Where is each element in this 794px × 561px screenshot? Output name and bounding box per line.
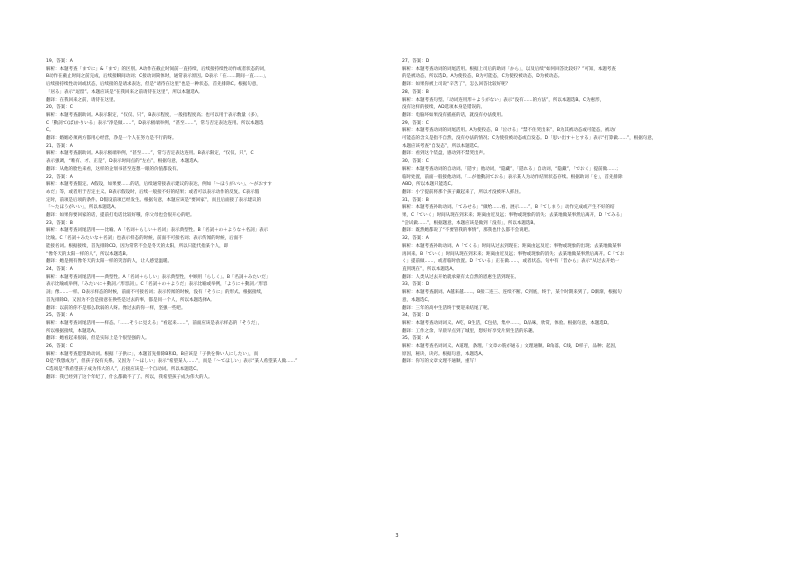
text-line: 翻译：婚姻必须两方都用心经营，净是一个人在努力是不行的呀。: [46, 136, 177, 142]
text-line: 意，本题选C。: [402, 297, 433, 303]
text-line: 没有这样的接续，AD选项本身是错误的。: [402, 105, 486, 111]
text-line: 解析：本题考查动词的词尾活用。根据上司后的助词「から」，以及后续“如何回答比较好？”可知，本题考查: [402, 66, 616, 72]
text-line: 34、答案：D: [402, 313, 430, 319]
text-line: 本题应该考查“自发态”，所以本题选C。: [402, 143, 482, 149]
text-line: 首先排除D。又因为不会是接意在换些是过去的事，都是同一个人，所以本题选择A。: [46, 297, 215, 303]
text-line: 表示强调，“唯有、才、正是”，D表示时间点的“左右”，根据句意，本题选A。: [46, 159, 202, 165]
text-line: 表示比喻或举例，「みたいに＋動詞／形容詞」。C「名詞＋の＋ようだ」表示比喻或举例，「ように＋動詞／形容: [46, 282, 268, 288]
text-line: 果，C「ていく」时间从现在到未来；距离由近及远；事物或现象的消失；去某地做某事然后离开，D「てみる」: [402, 213, 625, 219]
text-line: 的是被动态，所以选D。A为使役态，B为可能态，C为使役被动态，D为被动态。: [402, 74, 563, 80]
text-line: 翻译：你写的文章文理不通顺，重写！: [402, 359, 479, 365]
text-line: 解析：本题考查补助动词。「てみせる」“做给……看、展示……”，B「てしまう」动作完成或产生不好的结: [402, 205, 615, 211]
text-line: “尝试做……”，根据题意，本题应该是做到「没有」，所以本题选B。: [402, 220, 538, 226]
text-line: 解析：本题考查愿望助动词。根据「子供に」，本题首先排除B和D。B应该是「子供を偉い人にしたい」，而: [46, 351, 259, 357]
text-line: 翻译：以前的你不是那么软弱的人呀。像过去的你一样，坚强一些吧。: [46, 305, 186, 311]
text-line: 28、答案：B: [402, 89, 429, 95]
text-line: 翻译：电脑坏如果没有插座的话，就没有办法使用。: [402, 112, 506, 118]
text-line: 能接名词。根据接续，首先排除CD。因为常常不会是冬天的太阳，所以只能代指某个人，即: [46, 243, 229, 249]
text-line: 解析：本题考查副助词。A表示极端举例，“甚至……”，常与否定表达连用。B表示限定，“仅仅、只”，C: [46, 151, 254, 157]
text-line: 比喻。C「名詞＋みたいな＋名詞」也表示样态的时候，前面不可接名词；表示传闻的时候，后面不: [46, 236, 243, 242]
text-line: 解析：本题考查词尾活用——典型性。A「名词＋らしい」表示典型性，中顾用「らしく」。B「名詞＋みたいだ」: [46, 274, 271, 280]
text-line: 「～たほうがいい」，所以本题选A。: [46, 205, 119, 211]
text-line: 23、答案：B: [46, 220, 73, 226]
text-line: 后续接持续性动词或状态，后续接的是请求表达，但是“请待在这里”也是一种状态，首先排除C。根据句意，: [46, 82, 261, 88]
text-line: 解析：本题考查补助动词。A「てくる」时间从过去到现在；距离由远及近；事物或现象的出现；去某地做某事: [402, 243, 622, 249]
text-line: 25、答案：A: [46, 313, 73, 319]
left-column: [46, 58, 376, 382]
text-line: 解析：本题考查「までに」&「まで」的区别。A动作在截止时间前一直持续，后续接持续性动作或者状态的词，: [46, 66, 269, 72]
text-line: 直到现在”，所以本题选A。: [402, 266, 457, 272]
text-line: 解析：本题考查副助词。A表示限定，“仅仅、只”，B表示程度，一般指程度高；也可以用于表示数量（多），: [46, 112, 262, 118]
text-line: 翻译：如果你被上司说“辛苦了”，怎么回答比较好呢？: [402, 82, 511, 88]
text-line: 「居る」表示“逗留”。本题应该是“在我回来之前请待在这里”，所以本题选A。: [46, 89, 203, 95]
text-line: 32、答案：A: [402, 236, 429, 242]
text-line: C选项是“我希望孩子成为伟大的人”，后接应该是一个自动词。所以本题选C。: [46, 367, 201, 373]
text-line: 再回来。B「ていく」时间从现在到未来；距离由近及远；事物或现象的消失；去某地做某事然后离开。C「てお: [402, 251, 625, 257]
text-line: 解析：本题考查动词的词尾活用。A为使役态，B「泣ける」“禁不住哭出来”，B为其被动态或可能态，被动/: [402, 128, 616, 134]
text-line: 解析：本题考查词尾活用——比喻。A「名词＋らしい＋名词」表示典型性。B「名詞＋の＋ような＋名詞」表示: [46, 228, 269, 234]
page-number: 3: [395, 533, 399, 539]
text-line: 翻译：从他的脸色来看，这样的企划书甚至连想一眼的价值都没有。: [46, 166, 181, 172]
text-line: 翻译：她是拥有像冬天的太阳一样的笑容的人，让人感觉温暖。: [46, 259, 172, 265]
text-line: 解析：本题考查句型。「动词连用形＋ようがない」表示“没有……的方法”，所以本题选B。C为惠形，: [402, 97, 605, 103]
text-line: 翻译：她看起来很弱，但是实际上是个很坚强的人。: [46, 336, 150, 342]
text-line: 定时，前项是后项的条件。D假设前项已经发生。根据句意，本题应该是“要回家”，而且后面接了表示建议的: [46, 197, 262, 203]
text-line: ABD，所以本题只能选C。: [402, 182, 456, 188]
text-line: “像冬天的太阳一样的人”，所以本题选B。: [46, 251, 131, 257]
text-line: 29、答案：C: [402, 120, 429, 126]
text-line: めだ」等，或者用于否定主义。B表示假设时，后续一般接不好的结果；或者可以表示动作的反复。C表示假: [46, 189, 260, 195]
text-line: C。: [46, 128, 54, 134]
text-line: 可能态的含义是指不自然，没有办法的情况；C为使役被动态或自发态。D「思い出す＋とする」表示“打算做……”，根据句意，: [402, 136, 657, 142]
text-line: 33、答案：D: [402, 282, 430, 288]
text-line: 翻译：人类从过去开始就承蒙有太自然的恩惠生活到现在。: [402, 274, 519, 280]
text-line: 24、答案：A: [46, 266, 73, 272]
text-line: 31、答案：B: [402, 197, 429, 203]
text-line: 翻译：既然她都说了“不要管我的事情”，那我也什么都不会说吧。: [402, 228, 533, 234]
text-line: 翻译：在我回来之前，请待在这里。: [46, 97, 118, 103]
text-line: 19、答案：A: [46, 59, 73, 64]
text-line: 27、答案：D: [402, 59, 430, 64]
text-line: 26、答案：C: [46, 344, 73, 350]
text-line: 翻译：看到这个装盘，感动到不禁哭出声。: [402, 151, 488, 157]
text-line: 解析：本题考查动词的自动词。「隠す」他动词，“隐藏”，「隠れる」自动词，“隐藏”，「でおく」提前做……；: [402, 166, 621, 172]
text-line: 翻译：小宁提前将那个孩子藏起来了，所以才没被坏人抓住。: [402, 189, 524, 195]
text-line: B动作在截止时间之前完成，后续接瞬间动词；C接动词简体时，通常表示原因。D表示「在……期间一直……」，: [46, 74, 270, 80]
text-line: 解析：本题考查动词词义。A吃，B生活，C包括，集中……，D品味，欣赏，体验。根据句意，本题选D。: [402, 320, 612, 326]
text-line: 解析：本题考查名词词义。A道理，条理。「文章の筋が通る」文理通顺。B角落，C线，D样子，品种；起因，: [402, 344, 620, 350]
text-line: 翻译：工作之余，早晨早点到了城里，想好好享受片刻生活的乐趣。: [402, 328, 537, 334]
text-line: 20、答案：C: [46, 105, 73, 111]
text-line: 解析：本题考查词尾活用——样态。「……そうに見える」“看起来……”，前面应该是表示样态的「そうだ」，: [46, 320, 263, 326]
text-line: 临时处置，前面一般接他动词。「…が他動詞ておる」表示某人为动作结果状态存续。根据助词「を」，首先排除: [402, 174, 623, 180]
text-line: D是“我想成为”，但孩子没有关系。又因为「～ほしい」表示“希望某人……”，而是「～てほしい」表示“某人希望某人做……”: [46, 359, 298, 365]
text-line: 解析：本题考查假定。A假设，如果要……的话，后续通常接表示建议的表达，例如「～ほうがいい」、～がおすす: [46, 182, 272, 188]
text-line: 22、答案：A: [46, 174, 73, 180]
text-line: 解析：本题考查副词。A越来越……。B接二连三、连续不断。C到底，终于，某个时期来到了。D渐渐，根据句: [402, 290, 622, 296]
text-line: 所以根据接续，本题选A。: [46, 328, 99, 334]
right-column: [402, 58, 732, 366]
text-line: 詞」像……一样。D表示样态的时候，前面不可接名词；表示传闻的时候，没有「そうに」的形式。根据接续，: [46, 290, 266, 296]
text-line: 翻译：三年的高中生活终于要迎来结尾了呢。: [402, 305, 492, 311]
text-line: く」提前做……，或者临时放置。D「ている」正在做……，或者状态。句中有「昔から」表示“从过去开始一: [402, 259, 620, 265]
text-line: 35、答案：A: [402, 336, 429, 342]
text-line: C「動詞て(ば)かりいる」表示“净是做……”，D表示极端举例，“甚至……”，常与否定表达连用。所以本题选: [46, 120, 264, 126]
text-line: 30、答案：C: [402, 159, 429, 165]
text-line: 21、答案：A: [46, 143, 73, 149]
text-line: 翻译：我已经到了这个年纪了，什么都做不了了。所以，我希望孩子成为伟大的人。: [46, 374, 213, 380]
text-line: 原因，秘诀，诀窍。根据句意，本题选A。: [402, 351, 487, 357]
text-line: 翻译：如果你要回家的话，提前打电话比较好哦，你父母也会很开心的吧。: [46, 213, 195, 219]
